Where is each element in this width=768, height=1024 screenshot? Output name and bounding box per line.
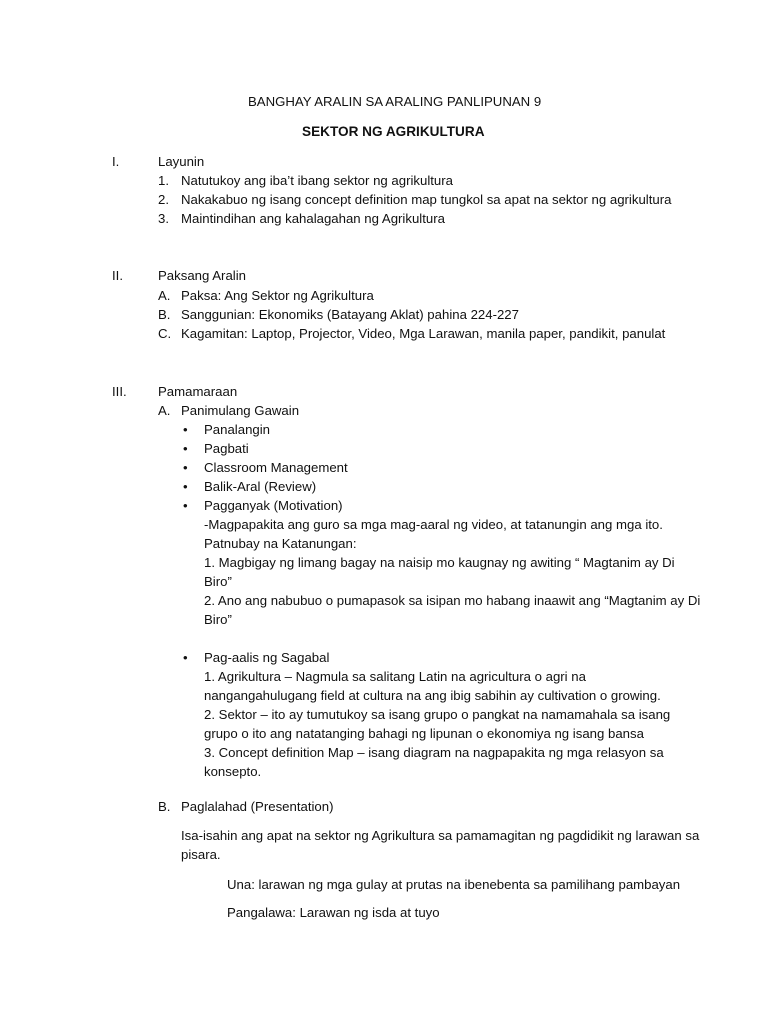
bullet-icon: • [183, 422, 188, 437]
bullet-icon: • [183, 650, 188, 665]
bullet-text: Classroom Management [204, 460, 348, 475]
sagabal-line: nangangahulugang field at cultura na ang ibig sabihin ay cultivation o growing. [204, 688, 661, 703]
bullet-text: Pagbati [204, 441, 249, 456]
motivation-line: 1. Magbigay ng limang bagay na naisip mo kaugnay ng awiting “ Magtanim ay Di [204, 555, 675, 570]
motivation-line: Biro” [204, 612, 232, 627]
objective-number: 1. [158, 173, 169, 188]
section-3-numeral: III. [112, 384, 127, 399]
sagabal-line: konsepto. [204, 764, 262, 779]
objective-number: 3. [158, 211, 169, 226]
motivation-line: 2. Ano ang nabubuo o pumapasok sa isipan mo habang inaawit ang “Magtanim ay Di [204, 593, 701, 608]
section-2-heading: Paksang Aralin [158, 268, 246, 283]
sagabal-line: 2. Sektor – ito ay tumutukoy sa isang grupo o pangkat na namamahala sa isang [204, 707, 671, 722]
objective-text: Nakakabuo ng isang concept definition map tungkol sa apat na sektor ng agrikultura [181, 192, 672, 207]
subject-item-text: Kagamitan: Laptop, Projector, Video, Mga Larawan, manila paper, pandikit, panulat [181, 326, 666, 341]
document-subtitle: SEKTOR NG AGRIKULTURA [302, 124, 485, 139]
motivation-line: -Magpapakita ang guro sa mga mag-aaral ng video, at tatanungin ang mga ito. [204, 517, 663, 532]
objective-number: 2. [158, 192, 169, 207]
sagabal-line: grupo o ito ang natatanging bahagi ng lipunan o ekonomiya ng isang bansa [204, 726, 644, 741]
bullet-icon: • [183, 460, 188, 475]
sagabal-line: 1. Agrikultura – Nagmula sa salitang Latin na agricultura o agri na [204, 669, 586, 684]
subject-item-letter: B. [158, 307, 171, 322]
section-3-heading: Pamamaraan [158, 384, 238, 399]
subject-item-text: Paksa: Ang Sektor ng Agrikultura [181, 288, 374, 303]
presentation-paragraph-line: pisara. [181, 847, 221, 862]
procedure-heading: Paglalahad (Presentation) [181, 799, 334, 814]
presentation-paragraph-line: Isa-isahin ang apat na sektor ng Agrikultura sa pamamagitan ng pagdidikit ng larawan sa [181, 828, 700, 843]
subject-item-letter: C. [158, 326, 172, 341]
procedure-letter: B. [158, 799, 171, 814]
motivation-line: Patnubay na Katanungan: [204, 536, 357, 551]
section-1-heading: Layunin [158, 154, 205, 169]
presentation-item: Pangalawa: Larawan ng isda at tuyo [227, 905, 440, 920]
document-title: BANGHAY ARALIN SA ARALING PANLIPUNAN 9 [248, 94, 542, 109]
section-1-numeral: I. [112, 154, 120, 169]
objective-text: Natutukoy ang iba’t ibang sektor ng agrikultura [181, 173, 453, 188]
procedure-heading: Panimulang Gawain [181, 403, 300, 418]
bullet-icon: • [183, 479, 188, 494]
bullet-text: Balik-Aral (Review) [204, 479, 317, 494]
motivation-line: Biro” [204, 574, 232, 589]
procedure-letter: A. [158, 403, 171, 418]
bullet-text: Pag-aalis ng Sagabal [204, 650, 330, 665]
bullet-text: Panalangin [204, 422, 270, 437]
sagabal-line: 3. Concept definition Map – isang diagram na nagpapakita ng mga relasyon sa [204, 745, 664, 760]
objective-text: Maintindihan ang kahalagahan ng Agrikultura [181, 211, 445, 226]
bullet-icon: • [183, 498, 188, 513]
presentation-item: Una: larawan ng mga gulay at prutas na ibenebenta sa pamilihang pambayan [227, 877, 681, 892]
bullet-icon: • [183, 441, 188, 456]
bullet-text: Pagganyak (Motivation) [204, 498, 343, 513]
subject-item-text: Sanggunian: Ekonomiks (Batayang Aklat) pahina 224-227 [181, 307, 519, 322]
section-2-numeral: II. [112, 268, 123, 283]
subject-item-letter: A. [158, 288, 171, 303]
